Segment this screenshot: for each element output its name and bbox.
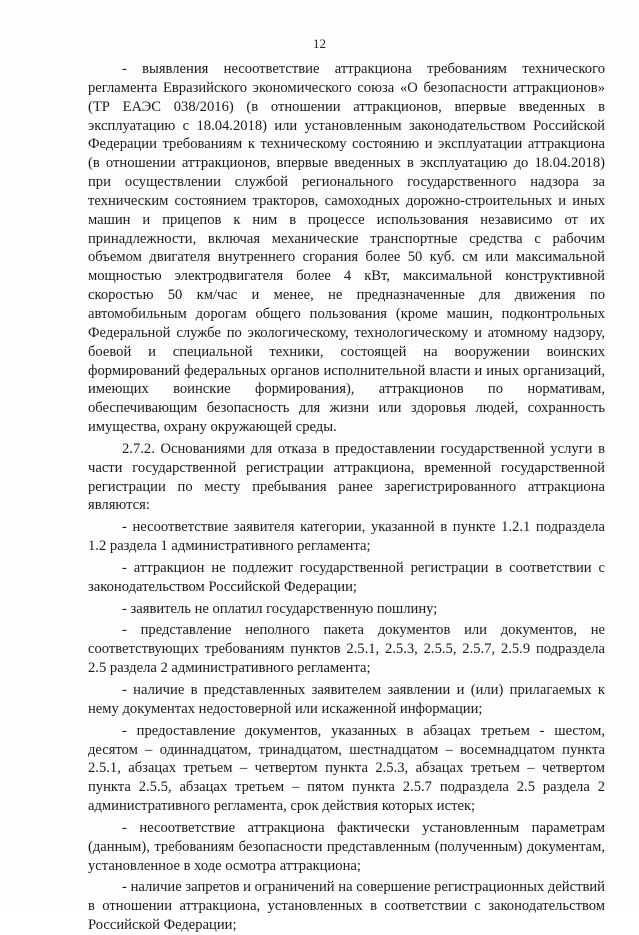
page-number: 12 bbox=[313, 36, 326, 51]
paragraph-violation-detection: - выявления несоответствие аттракциона требованиям технического регламента Евразийского экономического союза «О безопасности аттракционов» (ТР ЕАЭС 038/2016) (в отношении аттракционов, впервые введенных в эксплуатацию с 18.04.2018) или установленным законодательством Российской Федерации требованиям к техническому состоянию и эксплуатации аттракциона (в отношении аттракционов, впервые введенных в эксплуатацию до 18.04.2018) при осуществлении службой регионального государственного надзора за техническим состоянием тракторов, самоходных дорожно-строительных и иных машин и прицепов к ним в процессе использования независимо от их принадлежности, включая механические транспортные средства с рабочим объемом двигателя внутреннего сгорания более 50 куб. см или максимальной мощностью электродвигателя более 4 кВт, максимальной конструктивной скоростью 50 км/час и менее, не предназначенные для движения по автомобильным дорогам общего пользования (кроме машин, подконтрольных Федеральной службе по экологическому, технологическому и атомному надзору, боевой и специальной техники, состоящей на вооружении воинских формирований федеральных органов исполнительной власти и иных организаций, имеющих воинские формирования), аттракционов по нормативам, обеспечивающим безопасность для жизни или здоровья людей, сохранность имущества, охрану окружающей среды. bbox=[88, 61, 605, 436]
list-item-not-subject-to-registration: - аттракцион не подлежит государственной регистрации в соответствии с законодательством Российской Федерации; bbox=[88, 559, 605, 595]
list-item-expired-documents: - предоставление документов, указанных в абзацах третьем - шестом, десятом – одиннадцатом, тринадцатом, шестнадцатом – восемнадцатом пункта 2.5.1, абзацах третьем – четвертом пункта 2.5.3, абзацах третьем – четвертом пункта 2.5.5, абзацах третьем – пятом пункта 2.5.7 подраздела 2.5 раздела 2 административного регламента, срок действия которых истек; bbox=[88, 722, 605, 815]
list-item-registration-restrictions: - наличие запретов и ограничений на совершение регистрационных действий в отношении аттракциона, установленных в соответствии с законодательством Российской Федерации; bbox=[88, 879, 605, 934]
document-body bbox=[88, 60, 605, 935]
list-item-fee-unpaid: - заявитель не оплатил государственную пошлину; bbox=[122, 600, 438, 617]
list-item-parameter-mismatch: - несоответствие аттракциона фактически установленным параметрам (данным), требованиям безопасности представленным (полученным) документам, установленное в ходе осмотра аттракциона; bbox=[88, 819, 605, 874]
paragraph-refusal-grounds: 2.7.2. Основаниями для отказа в предоставлении государственной услуги в части государственной регистрации аттракциона, временной государственной регистрации по месту пребывания ранее зарегистрированного аттракциона являются: bbox=[88, 440, 605, 514]
list-item-false-information: - наличие в представленных заявителем заявлении и (или) прилагаемых к нему документах недостоверной или искаженной информации; bbox=[88, 682, 605, 717]
list-item-incomplete-documents: - представление неполного пакета документов или документов, не соответствующих требованиям пунктов 2.5.1, 2.5.3, 2.5.5, 2.5.7, 2.5.9 подраздела 2.5 раздела 2 административного регламента; bbox=[88, 622, 605, 677]
list-item-applicant-category: - несоответствие заявителя категории, указанной в пункте 1.2.1 подраздела 1.2 раздела 1 административного регламента; bbox=[88, 519, 605, 555]
